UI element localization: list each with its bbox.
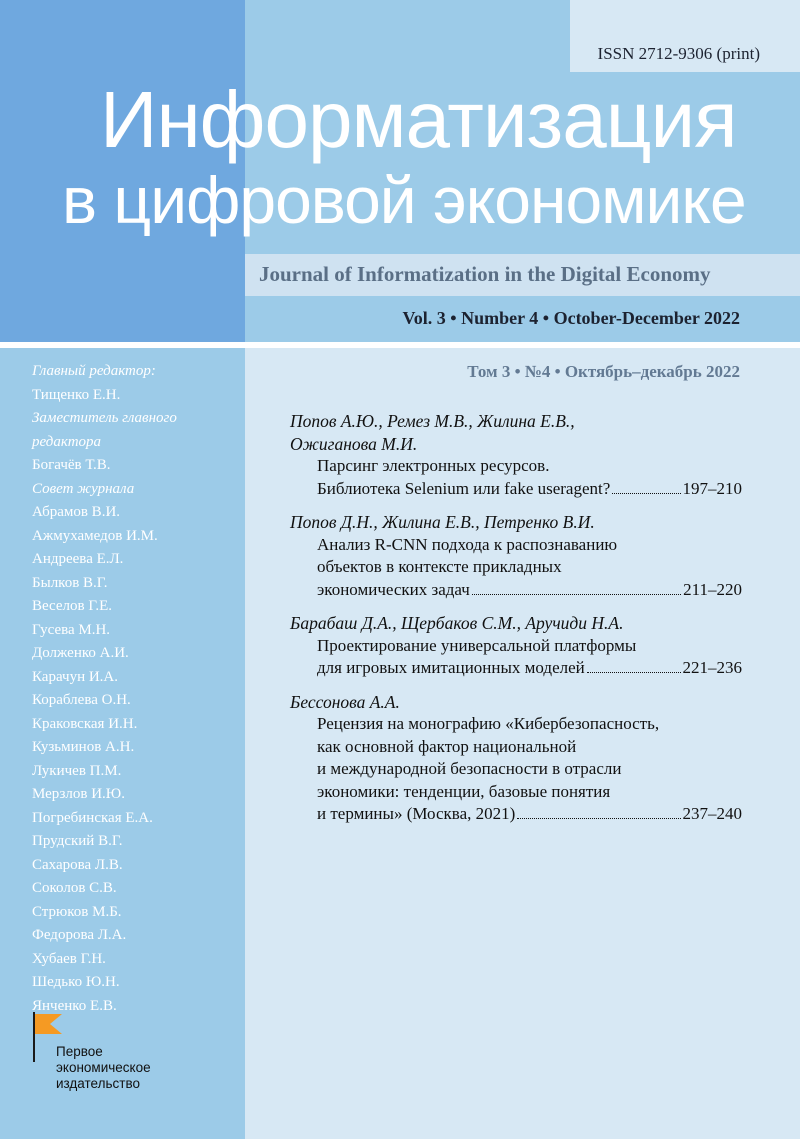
deputy-editor-label bbox=[32, 407, 237, 454]
council-member: Прудский В.Г. bbox=[32, 833, 123, 849]
toc-article-title bbox=[290, 534, 742, 602]
toc-entry bbox=[290, 410, 742, 500]
toc-article-title bbox=[290, 713, 742, 826]
toc-pages: 211–220 bbox=[683, 579, 742, 599]
dot-leader bbox=[472, 594, 681, 595]
publisher-line1: Первое bbox=[56, 1044, 103, 1059]
toc-article-title bbox=[290, 455, 742, 500]
toc-last-line bbox=[317, 657, 742, 680]
council-member: Федорова Л.А. bbox=[32, 927, 127, 943]
council-member: Долженко А.И. bbox=[32, 645, 129, 661]
dot-leader bbox=[612, 493, 680, 494]
toc-title-line: Рецензия на монографию «Кибербезопасность, bbox=[317, 714, 660, 733]
deputy-label-line2: редактора bbox=[32, 433, 102, 450]
council-list bbox=[32, 501, 237, 1018]
council-member: Соколов С.В. bbox=[32, 880, 117, 896]
chief-editor: Тищенко Е.Н. bbox=[32, 386, 121, 403]
publisher-line2: экономическое bbox=[56, 1060, 151, 1075]
council-member: Былков В.Г. bbox=[32, 574, 108, 591]
council-member: Ажмухамедов И.М. bbox=[32, 527, 158, 544]
toc-last-line bbox=[317, 579, 742, 602]
toc-authors: Попов Д.Н., Жилина Е.В., Петренко В.И. bbox=[290, 512, 595, 532]
dot-leader bbox=[517, 818, 680, 819]
toc-title-line: Проектирование универсальной платформы bbox=[317, 635, 637, 655]
table-of-contents bbox=[290, 410, 742, 837]
toc-title-line: Библиотека Selenium или fake useragent? bbox=[317, 478, 611, 498]
toc-entry bbox=[290, 511, 742, 601]
chief-editor-label: Главный редактор: bbox=[32, 363, 156, 379]
editorial-board bbox=[32, 360, 237, 1018]
council-member: Мерзлов И.Ю. bbox=[32, 786, 125, 802]
toc-title-line: и термины» (Москва, 2021) bbox=[317, 804, 516, 823]
council-member: Сахарова Л.В. bbox=[32, 856, 123, 873]
council-member: Погребинская Е.А. bbox=[32, 809, 153, 826]
journal-title-line1: Информатизация bbox=[100, 75, 737, 164]
journal-title-line2: в цифровой экономике bbox=[62, 163, 746, 237]
toc-authors: Барабаш Д.А., Щербаков С.М., Аручиди Н.А. bbox=[290, 613, 624, 633]
council-member: Абрамов В.И. bbox=[32, 504, 121, 520]
council-member: Кораблева О.Н. bbox=[32, 692, 131, 708]
issn: ISSN 2712-9306 (print) bbox=[597, 44, 760, 63]
council-label: Совет журнала bbox=[32, 480, 135, 497]
toc-pages: 221–236 bbox=[682, 658, 742, 677]
toc-authors: Бессонова А.А. bbox=[290, 691, 400, 712]
toc-title-line: и международной безопасности в отрасли bbox=[317, 759, 622, 778]
toc-last-line bbox=[317, 803, 742, 826]
council-member: Андреева Е.Л. bbox=[32, 551, 124, 567]
council-member: Кузьминов А.Н. bbox=[32, 739, 135, 755]
publisher-name bbox=[56, 1044, 151, 1092]
flag-shape bbox=[35, 1014, 62, 1034]
deputy-label-line1: Заместитель главного bbox=[32, 410, 177, 426]
toc-article-title bbox=[290, 635, 742, 680]
deputy-editor: Богачёв Т.В. bbox=[32, 457, 111, 473]
toc-pages: 197–210 bbox=[682, 478, 742, 498]
council-member: Хубаев Г.Н. bbox=[32, 950, 106, 967]
issue-info-ru: Том 3 • №4 • Октябрь–декабрь 2022 bbox=[467, 362, 740, 381]
toc-entry bbox=[290, 691, 742, 826]
council-member: Стрюков М.Б. bbox=[32, 903, 122, 920]
dot-leader bbox=[587, 672, 681, 673]
toc-authors: Ожиганова М.И. bbox=[290, 433, 418, 454]
toc-authors: Попов А.Ю., Ремез М.В., Жилина Е.В., bbox=[290, 411, 575, 431]
toc-title-line: Анализ R-CNN подхода к распознаванию bbox=[317, 534, 618, 554]
council-member: Гусева М.Н. bbox=[32, 621, 111, 638]
toc-title-line: для игровых имитационных моделей bbox=[317, 658, 585, 677]
council-member: Янченко Е.В. bbox=[32, 997, 117, 1014]
council-member: Лукичев П.М. bbox=[32, 762, 122, 779]
council-member: Шедько Ю.Н. bbox=[32, 974, 120, 990]
council-member: Краковская И.Н. bbox=[32, 715, 138, 732]
publisher-line3: издательство bbox=[56, 1076, 140, 1091]
issue-info-en: Vol. 3 • Number 4 • October-December 2022 bbox=[402, 308, 740, 328]
toc-pages: 237–240 bbox=[682, 804, 742, 823]
toc-title-line: экономики: тенденции, базовые понятия bbox=[317, 781, 611, 801]
council-member: Карачун И.А. bbox=[32, 668, 119, 685]
council-member: Веселов Г.Е. bbox=[32, 598, 112, 614]
toc-last-line bbox=[317, 478, 742, 501]
journal-title-en: Journal of Informatization in the Digital Economy bbox=[259, 262, 711, 286]
toc-title-line: Парсинг электронных ресурсов. bbox=[317, 456, 550, 475]
toc-title-line: экономических задач bbox=[317, 579, 470, 599]
toc-title-line: как основной фактор национальной bbox=[317, 736, 577, 756]
toc-title-line: объектов в контексте прикладных bbox=[317, 557, 562, 576]
toc-entry bbox=[290, 612, 742, 680]
